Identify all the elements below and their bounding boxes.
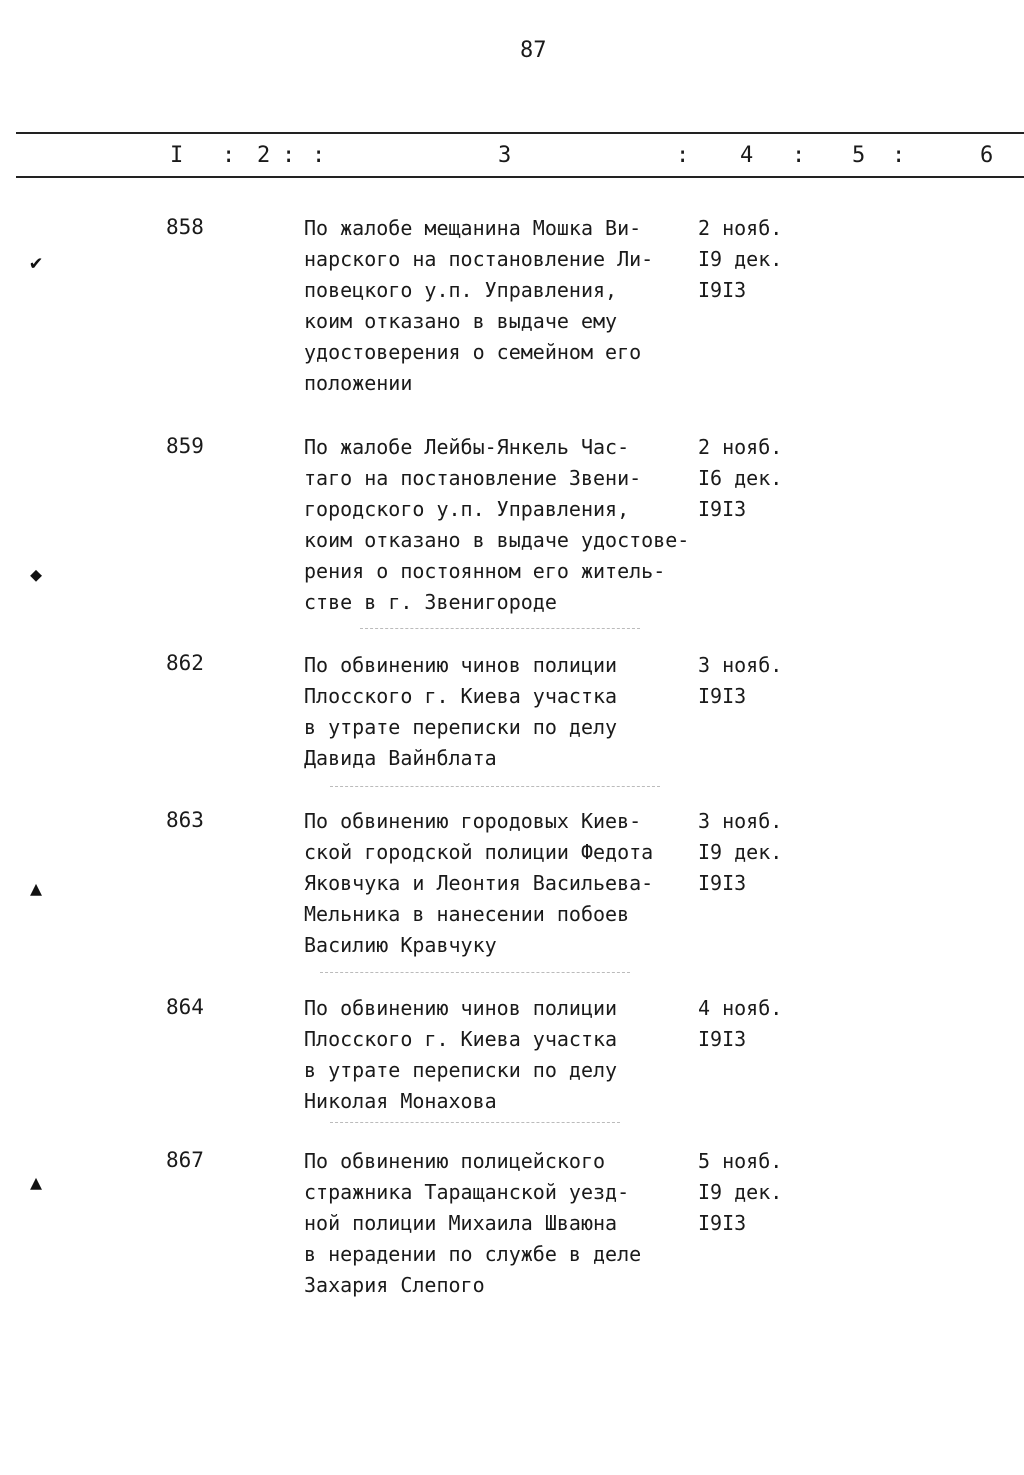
- description-line: повецкого у.п. Управления,: [304, 278, 618, 302]
- margin-check-icon: ◆: [30, 562, 43, 586]
- date-line: I9 дек.: [698, 840, 783, 864]
- date-line: I9I3: [698, 871, 747, 895]
- description-line: в утрате переписки по делу: [304, 715, 618, 739]
- margin-check-icon: ▲: [30, 876, 43, 900]
- description-line: коим отказано в выдаче удостове-: [304, 528, 690, 552]
- margin-check-icon: ✔: [30, 250, 43, 274]
- date-line: I9I3: [698, 1211, 747, 1235]
- col-sep: :: [676, 143, 690, 168]
- description-line: По обвинению городовых Киев-: [304, 809, 642, 833]
- description-line: ной полиции Михаила Шваюна: [304, 1211, 618, 1235]
- description-line: удостоверения о семейном его: [304, 340, 642, 364]
- description-line: положении: [304, 371, 413, 395]
- date-line: I9I3: [698, 278, 747, 302]
- col-head-3: 3: [498, 143, 512, 168]
- date-line: 3 нояб.: [698, 653, 783, 677]
- date-line: I9I3: [698, 1027, 747, 1051]
- entry-dates: [698, 650, 782, 712]
- col-sep: :: [312, 143, 326, 168]
- entry-number: 859: [166, 434, 204, 458]
- col-head-6: 6: [980, 143, 994, 168]
- description-line: коим отказано в выдаче ему: [304, 309, 618, 333]
- description-line: рения о постоянном его житель-: [304, 559, 666, 583]
- entry-description: [304, 213, 704, 399]
- entry-number: 862: [166, 651, 204, 675]
- date-line: 2 нояб.: [698, 435, 783, 459]
- entry-dates: [698, 1146, 782, 1239]
- description-line: Мельника в нанесении побоев: [304, 902, 630, 926]
- date-line: 3 нояб.: [698, 809, 783, 833]
- description-line: в утрате переписки по делу: [304, 1058, 618, 1082]
- entry-dates: [698, 993, 782, 1055]
- entry-dates: [698, 213, 782, 306]
- page-number: 87: [520, 38, 547, 63]
- date-line: I9 дек.: [698, 1180, 783, 1204]
- date-line: I9I3: [698, 684, 747, 708]
- description-line: По обвинению чинов полиции: [304, 996, 618, 1020]
- entry-description: [304, 806, 704, 961]
- col-sep: :: [892, 143, 906, 168]
- header-rule-bottom: [16, 176, 1024, 178]
- description-line: стражника Таращанской уезд-: [304, 1180, 630, 1204]
- entry-description: [304, 432, 704, 618]
- description-line: Давида Вайнблата: [304, 746, 497, 770]
- col-sep: :: [282, 143, 296, 168]
- entry-number: 863: [166, 808, 204, 832]
- description-line: таго на постановление Звени-: [304, 466, 642, 490]
- entry-number: 864: [166, 995, 204, 1019]
- separator-smudge: [360, 628, 640, 631]
- entry-description: [304, 650, 704, 774]
- date-line: I6 дек.: [698, 466, 783, 490]
- col-head-1: I: [170, 143, 184, 168]
- col-sep: :: [222, 143, 236, 168]
- header-rule-top: [16, 132, 1024, 134]
- entry-dates: [698, 806, 782, 899]
- description-line: Николая Монахова: [304, 1089, 497, 1113]
- date-line: I9I3: [698, 497, 747, 521]
- separator-smudge: [320, 972, 630, 975]
- date-line: 4 нояб.: [698, 996, 783, 1020]
- margin-check-icon: ▲: [30, 1170, 43, 1194]
- date-line: 2 нояб.: [698, 216, 783, 240]
- description-line: ской городской полиции Федота: [304, 840, 654, 864]
- entry-description: [304, 1146, 704, 1301]
- entry-number: 867: [166, 1148, 204, 1172]
- description-line: Плосского г. Киева участка: [304, 1027, 618, 1051]
- description-line: Василию Кравчуку: [304, 933, 497, 957]
- entry-number: 858: [166, 215, 204, 239]
- col-head-2: 2: [257, 143, 271, 168]
- description-line: По жалобе мещанина Мошка Ви-: [304, 216, 642, 240]
- col-head-4: 4: [740, 143, 754, 168]
- date-line: 5 нояб.: [698, 1149, 783, 1173]
- description-line: нарского на постановление Ли-: [304, 247, 654, 271]
- col-sep: :: [792, 143, 806, 168]
- description-line: По жалобе Лейбы-Янкель Час-: [304, 435, 630, 459]
- col-head-5: 5: [852, 143, 866, 168]
- description-line: По обвинению чинов полиции: [304, 653, 618, 677]
- description-line: городского у.п. Управления,: [304, 497, 630, 521]
- description-line: Яковчука и Леонтия Васильева-: [304, 871, 654, 895]
- date-line: I9 дек.: [698, 247, 783, 271]
- separator-smudge: [330, 1122, 620, 1125]
- entry-description: [304, 993, 704, 1117]
- description-line: Захария Слепого: [304, 1273, 485, 1297]
- separator-smudge: [330, 786, 660, 789]
- description-line: Плосского г. Киева участка: [304, 684, 618, 708]
- description-line: стве в г. Звенигороде: [304, 590, 557, 614]
- description-line: в нерадении по службе в деле: [304, 1242, 642, 1266]
- entry-dates: [698, 432, 782, 525]
- description-line: По обвинению полицейского: [304, 1149, 606, 1173]
